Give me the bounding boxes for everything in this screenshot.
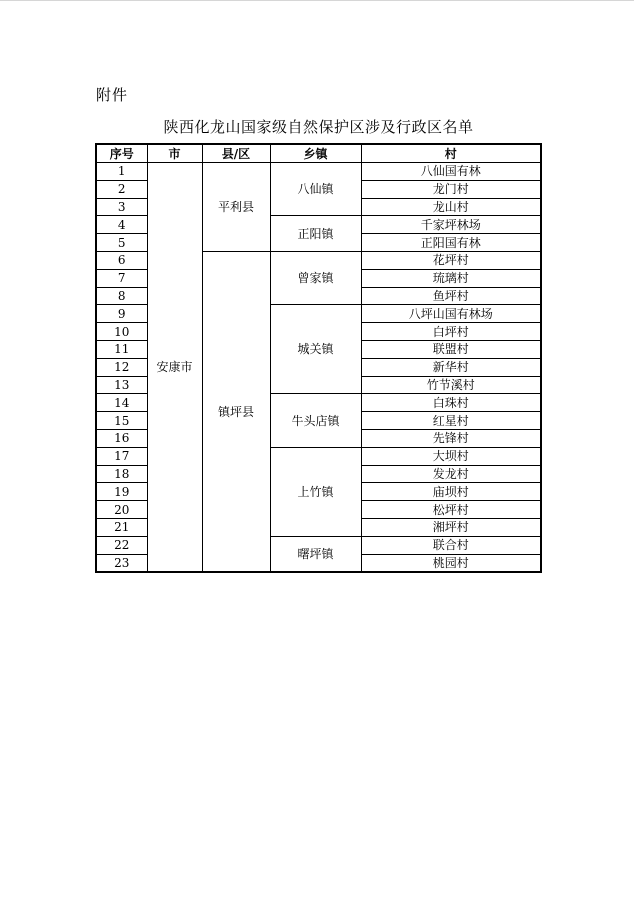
row-index: 8 — [96, 287, 147, 305]
row-index: 6 — [96, 251, 147, 269]
row-index: 15 — [96, 412, 147, 430]
village-cell: 竹节溪村 — [361, 376, 541, 394]
row-index: 14 — [96, 394, 147, 412]
village-cell: 先锋村 — [361, 429, 541, 447]
row-index: 4 — [96, 216, 147, 234]
town-cell: 牛头店镇 — [270, 394, 361, 447]
attachment-label: 附件 — [96, 86, 129, 104]
row-index: 20 — [96, 501, 147, 519]
village-cell: 龙山村 — [361, 198, 541, 216]
town-cell: 上竹镇 — [270, 447, 361, 536]
village-cell: 联盟村 — [361, 340, 541, 358]
village-cell: 桃园村 — [361, 554, 541, 572]
village-cell: 松坪村 — [361, 501, 541, 519]
village-cell: 鱼坪村 — [361, 287, 541, 305]
row-index: 18 — [96, 465, 147, 483]
row-index: 7 — [96, 269, 147, 287]
town-cell: 曙坪镇 — [270, 536, 361, 572]
village-cell: 花坪村 — [361, 251, 541, 269]
village-cell: 新华村 — [361, 358, 541, 376]
village-cell: 庙坝村 — [361, 483, 541, 501]
header-county: 县/区 — [202, 144, 270, 163]
row-index: 23 — [96, 554, 147, 572]
document-title: 陕西化龙山国家级自然保护区涉及行政区名单 — [163, 118, 474, 136]
town-cell: 曾家镇 — [270, 251, 361, 304]
village-cell: 正阳国有林 — [361, 234, 541, 252]
row-index: 5 — [96, 234, 147, 252]
row-index: 19 — [96, 483, 147, 501]
table-row — [96, 163, 541, 181]
header-city: 市 — [147, 144, 202, 163]
village-cell: 白珠村 — [361, 394, 541, 412]
village-cell: 红星村 — [361, 412, 541, 430]
town-cell: 正阳镇 — [270, 216, 361, 252]
row-index: 9 — [96, 305, 147, 323]
village-cell: 湘坪村 — [361, 518, 541, 536]
county-cell: 平利县 — [202, 163, 270, 252]
town-cell: 城关镇 — [270, 305, 361, 394]
village-cell: 发龙村 — [361, 465, 541, 483]
village-cell: 八仙国有林 — [361, 163, 541, 181]
village-cell: 龙门村 — [361, 180, 541, 198]
village-cell: 白坪村 — [361, 323, 541, 341]
table-body — [96, 163, 541, 573]
header-town: 乡镇 — [270, 144, 361, 163]
row-index: 1 — [96, 163, 147, 181]
row-index: 11 — [96, 340, 147, 358]
row-index: 16 — [96, 429, 147, 447]
village-cell: 八坪山国有林场 — [361, 305, 541, 323]
village-cell: 大坝村 — [361, 447, 541, 465]
row-index: 22 — [96, 536, 147, 554]
village-cell: 千家坪林场 — [361, 216, 541, 234]
administrative-region-table — [95, 143, 542, 573]
header-index: 序号 — [96, 144, 147, 163]
row-index: 2 — [96, 180, 147, 198]
row-index: 10 — [96, 323, 147, 341]
town-cell: 八仙镇 — [270, 163, 361, 216]
village-cell: 琉璃村 — [361, 269, 541, 287]
row-index: 3 — [96, 198, 147, 216]
row-index: 13 — [96, 376, 147, 394]
row-index: 17 — [96, 447, 147, 465]
row-index: 21 — [96, 518, 147, 536]
city-cell: 安康市 — [147, 163, 202, 573]
village-cell: 联合村 — [361, 536, 541, 554]
table-header-row — [96, 144, 541, 163]
row-index: 12 — [96, 358, 147, 376]
header-village: 村 — [361, 144, 541, 163]
county-cell: 镇坪县 — [202, 251, 270, 572]
page-top-border — [0, 0, 634, 1]
